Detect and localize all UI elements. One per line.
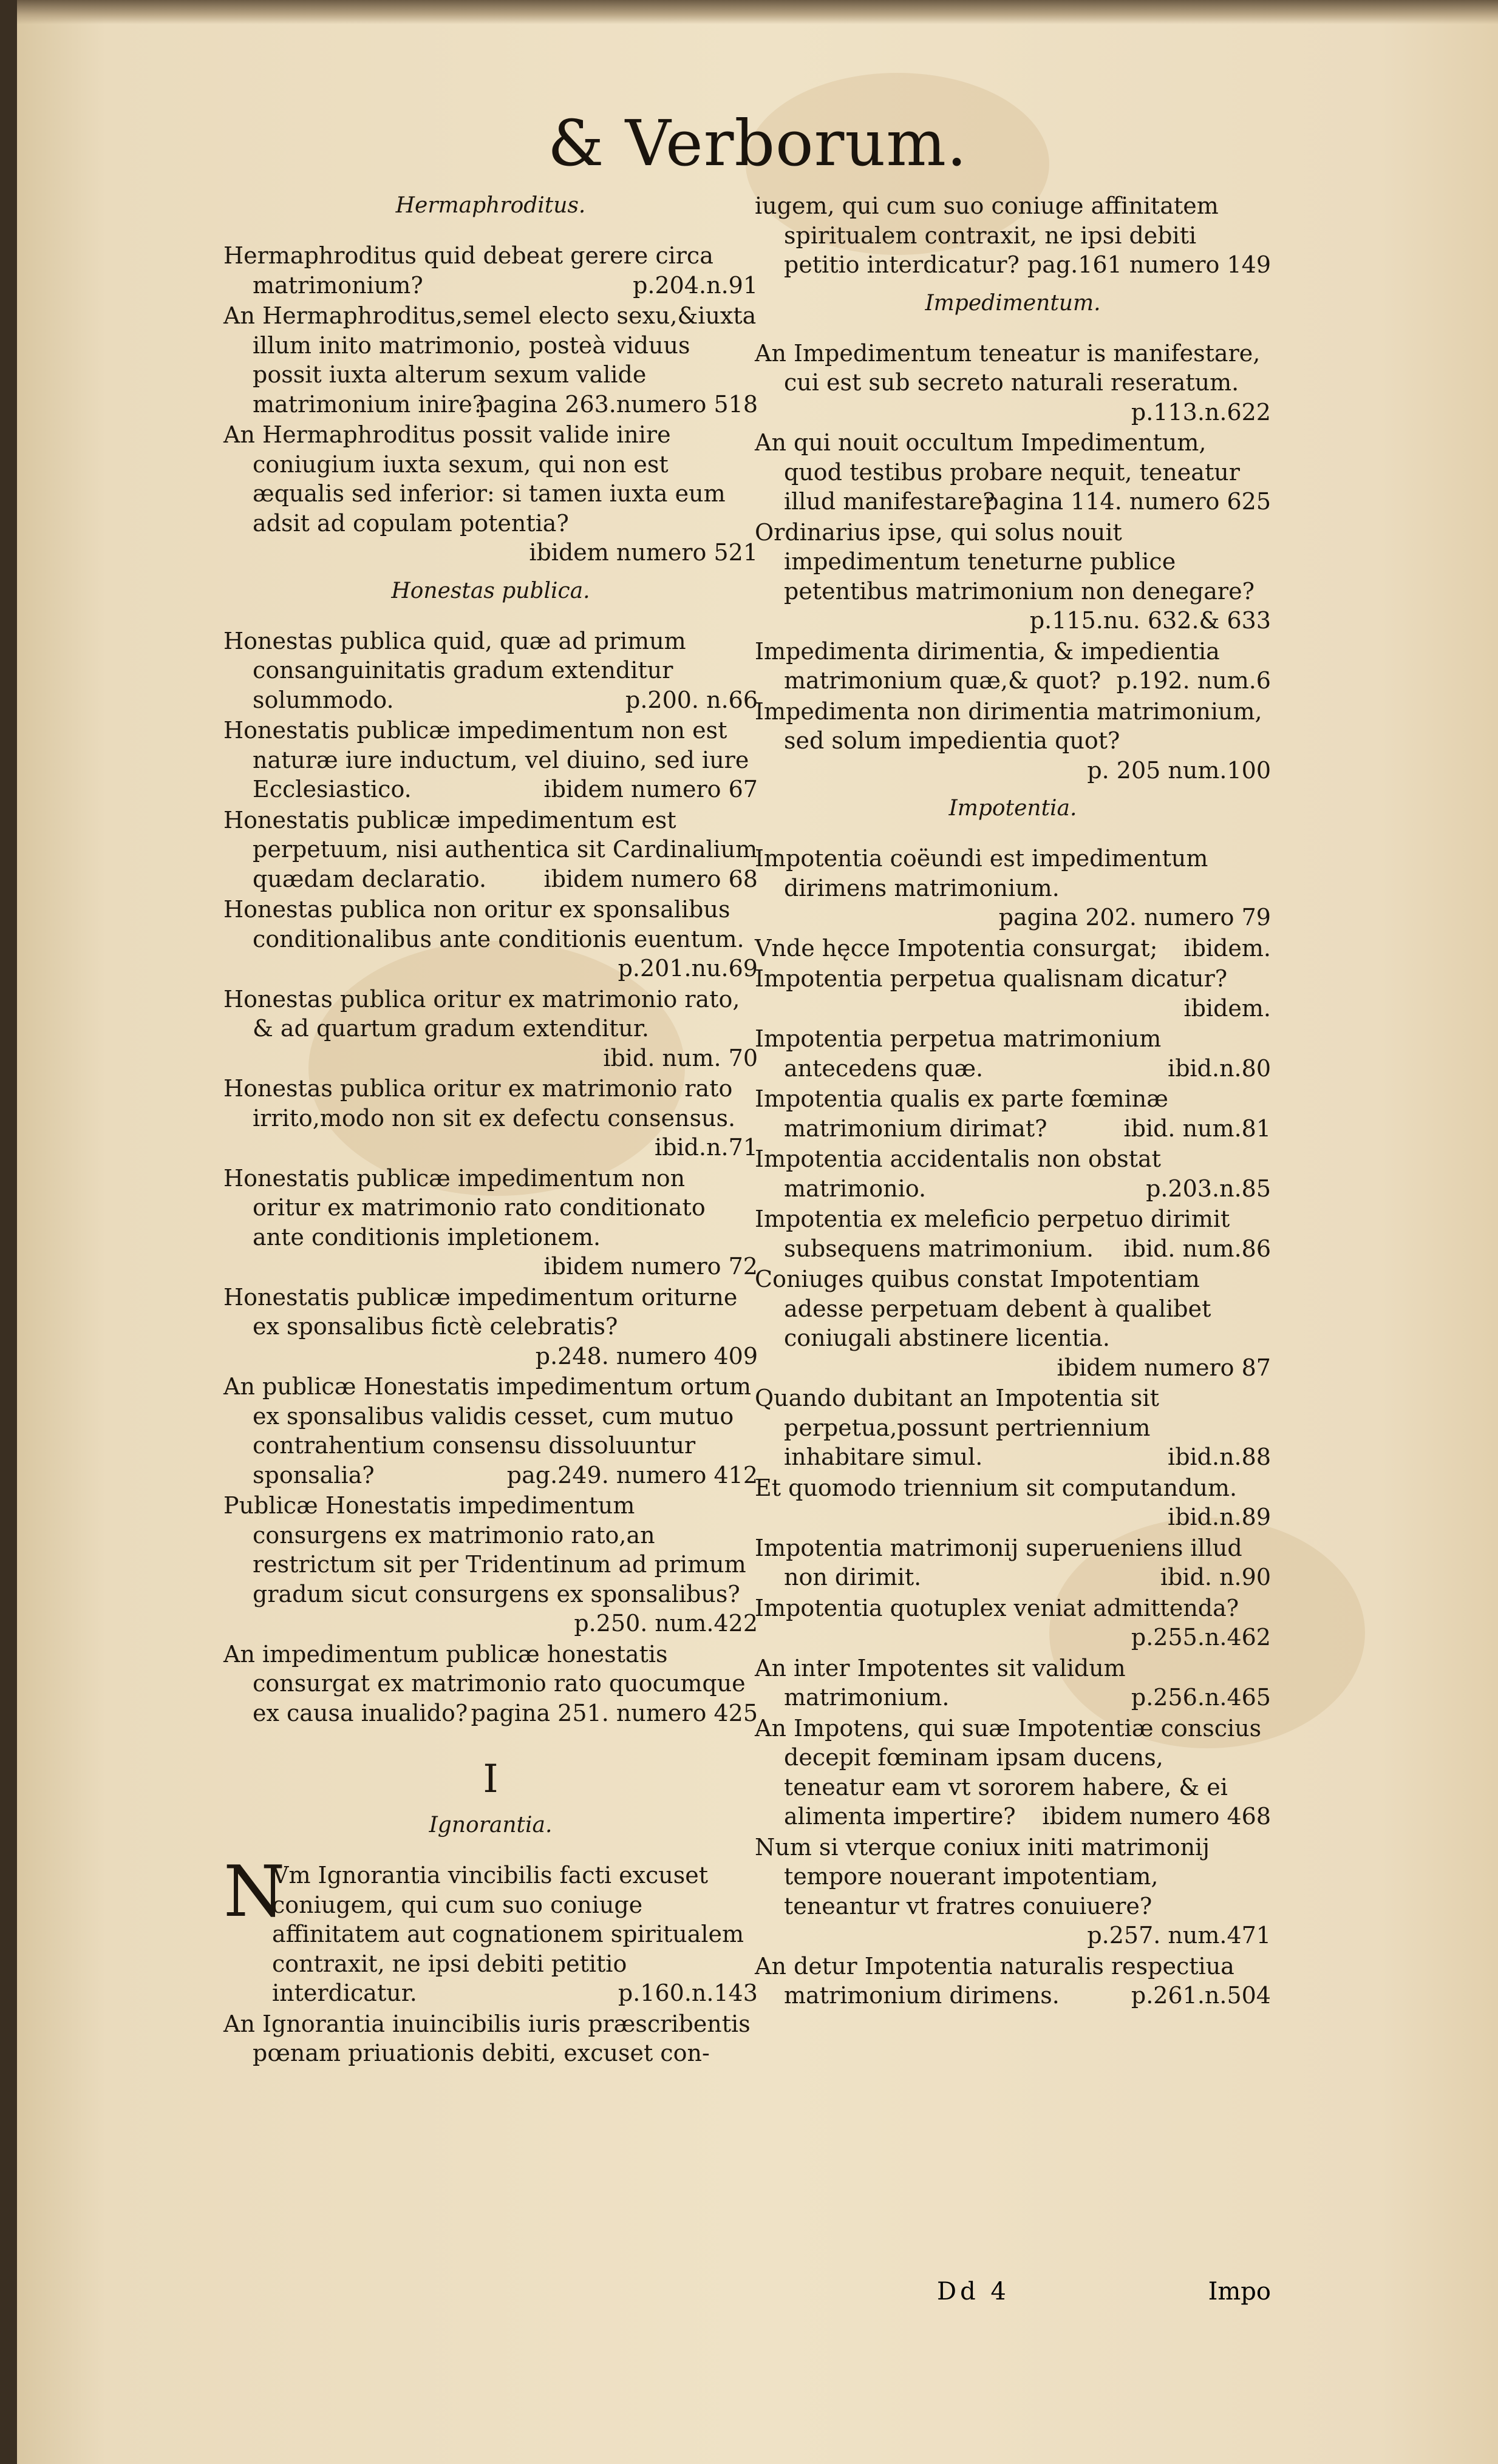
page-reference: ibid. num.86: [1123, 1235, 1271, 1262]
page-reference: ibidem numero 72: [543, 1253, 758, 1280]
drop-capital: N: [223, 1851, 285, 1933]
entry-text: Vnde hęcce Impotentia consurgat;: [755, 934, 1158, 962]
entry-text: Honestatis publicæ impedimentum non est naturæ iure inductum, vel diuino, sed iure Ecclesiastico.: [223, 717, 749, 803]
page-reference: pagina 202. numero 79: [998, 904, 1271, 931]
index-entry: [223, 241, 758, 300]
page-reference: ibidem.: [1183, 934, 1271, 962]
index-entry: [755, 1144, 1271, 1203]
page-reference: pag.249. numero 412: [506, 1461, 758, 1488]
signature-mark: Dd 4: [937, 2278, 1010, 2306]
entry-text: Honestatis publicæ impedimentum est perpetuum, nisi authentica sit Cardinalium quædam declaratio.: [223, 806, 758, 892]
page-reference: p.248. numero 409: [535, 1342, 758, 1369]
index-entry: [755, 934, 1271, 963]
entry-text: An publicæ Honestatis impedimentum ortum ex sponsalibus validis cesset, cum mutuo contrahentium consensu dissoluuntur sponsalia?: [223, 1373, 752, 1488]
page-reference: ibidem numero 468: [1042, 1803, 1271, 1830]
entry-text: An Hermaphroditus,semel electo sexu,&iuxta illum inito matrimonio, posteà viduus possit iuxta alterum sexum valide matrimonium inire?: [223, 302, 757, 418]
entry-text: Honestas publica oritur ex matrimonio rato, & ad quartum gradum extenditur.: [223, 985, 740, 1042]
entry-text: Honestatis publicæ impedimentum non oritur ex matrimonio rato conditionato ante conditionis impletionem.: [223, 1164, 706, 1251]
index-entry: [223, 301, 758, 419]
entry-text: Impotentia perpetua qualisnam dicatur?: [755, 965, 1228, 992]
page-reference: p.261.n.504: [1131, 1982, 1271, 2009]
entry-text: An detur Impotentia naturalis respectiua matrimonium dirimens.: [755, 1952, 1234, 2009]
index-entry: [223, 1372, 758, 1490]
page-reference: pag.161 numero 149: [1027, 251, 1271, 278]
entry-text: Honestas publica non oritur ex sponsalibus conditionalibus ante conditionis euentum.: [223, 896, 744, 952]
section-heading: Impedimentum.: [925, 290, 1101, 316]
section-heading: Hermaphroditus.: [395, 193, 586, 218]
index-entry: [223, 1164, 758, 1281]
entry-text: An Ignorantia inuincibilis iuris præscribentis pœnam priuationis debiti, excuset con-: [223, 2010, 751, 2066]
index-entry: [755, 964, 1271, 1023]
page-reference: ibid.n.80: [1168, 1054, 1271, 1082]
index-entry: [223, 806, 758, 894]
section-letter: I: [483, 1757, 499, 1802]
book-page: [17, 0, 1498, 2464]
page-reference: p.113.n.622: [1131, 398, 1271, 426]
entry-text: iugem, qui cum suo coniuge affinitatem spiritualem contraxit, ne ipsi debiti petitio interdicatur?: [755, 192, 1219, 278]
index-entry: [223, 626, 758, 715]
entry-text: Honestatis publicæ impedimentum oriturne ex sponsalibus fictè celebratis?: [223, 1283, 738, 1340]
index-entry: [755, 1024, 1271, 1083]
page-reference: p.201.nu.69: [618, 955, 758, 982]
left-column: [223, 182, 758, 2069]
index-entry: [755, 1593, 1271, 1652]
index-entry: [755, 1383, 1271, 1472]
index-entry: [755, 1264, 1271, 1382]
page-reference: pagina 114. numero 625: [984, 488, 1271, 515]
page-reference: ibid. n.90: [1160, 1564, 1271, 1590]
entry-text: Impotentia quotuplex veniat admittenda?: [755, 1594, 1239, 1621]
page-reference: pagina 251. numero 425: [471, 1699, 758, 1726]
entry-text: Impotentia accidentalis non obstat matrimonio.: [755, 1145, 1161, 1202]
page-reference: ibidem.: [1183, 994, 1271, 1022]
page-reference: ibid.n.88: [1168, 1444, 1271, 1470]
page-reference: p.203.n.85: [1146, 1175, 1271, 1202]
page-reference: p.255.n.462: [1131, 1624, 1271, 1651]
index-entry: [755, 1833, 1271, 1950]
page-reference: ibid. num.81: [1123, 1115, 1271, 1142]
page-reference: ibid. num. 70: [603, 1044, 758, 1071]
index-entry: [223, 1283, 758, 1371]
entry-text: Coniuges quibus constat Impotentiam adesse perpetuam debent à qualibet coniugali abstinere licentia.: [755, 1266, 1211, 1351]
page-reference: p.204.n.91: [633, 271, 758, 299]
entry-text: Impotentia qualis ex parte fœminæ matrimonium dirimat?: [755, 1085, 1168, 1142]
index-entry: [755, 1533, 1271, 1592]
page-reference: ibidem numero 67: [543, 776, 758, 803]
page-reference: ibidem numero 521: [529, 539, 758, 566]
entry-text: An impedimentum publicæ honestatis consurgat ex matrimonio rato quocumque ex causa inualido?: [223, 1640, 746, 1726]
section-heading: Impotentia.: [948, 796, 1077, 821]
entry-text: Vm Ignorantia vincibilis facti excuset coniugem, qui cum suo coniuge affinitatem aut cognationem spiritualem contraxit, ne ipsi debiti petitio interdicatur.: [272, 1862, 744, 2006]
entry-text: Publicæ Honestatis impedimentum consurgens ex matrimonio rato,an restrictum sit per Tridentinum ad primum gradum sicut consurgens ex sponsalibus?: [223, 1492, 746, 1607]
index-entry: [223, 1640, 758, 1728]
entry-text: An qui nouit occultum Impedimentum, quod testibus probare nequit, teneatur illud manifestare?: [755, 429, 1240, 515]
index-entry: [223, 895, 758, 983]
catchword: Impo: [1208, 2278, 1271, 2306]
index-entry: [223, 1491, 758, 1638]
entry-text: Honestas publica oritur ex matrimonio rato irrito,modo non sit ex defectu consensus.: [223, 1075, 736, 1132]
index-entry: [755, 339, 1271, 427]
entry-text: Impotentia coëundi est impedimentum dirimens matrimonium.: [755, 845, 1208, 901]
index-entry: [755, 191, 1271, 280]
index-entry: [223, 1851, 758, 2008]
entry-text: Hermaphroditus quid debeat gerere circa matrimonium?: [223, 242, 713, 299]
index-entry: [755, 428, 1271, 517]
running-header: & Verborum.: [547, 106, 967, 180]
index-entry: [755, 697, 1271, 786]
page-reference: p.115.nu. 632.& 633: [1029, 607, 1271, 634]
index-entry: [223, 985, 758, 1073]
entry-text: An Impedimentum teneatur is manifestare, cui est sub secreto naturali reseratum.: [755, 339, 1261, 396]
page-reference: p.250. num.422: [574, 1610, 758, 1637]
section-heading: Ignorantia.: [429, 1813, 553, 1838]
entry-text: Honestas publica quid, quæ ad primum consanguinitatis gradum extenditur solummodo.: [223, 627, 686, 713]
index-entry: [755, 1654, 1271, 1712]
entry-text: Impotentia perpetua matrimonium antecedens quæ.: [755, 1025, 1162, 1082]
page-reference: p.160.n.143: [618, 1980, 758, 2006]
index-entry: [755, 1473, 1271, 1532]
index-entry: [755, 1084, 1271, 1143]
entry-text: Impedimenta dirimentia, & impedientia matrimonium quæ,& quot?: [755, 637, 1220, 694]
page-reference: p.256.n.465: [1131, 1684, 1271, 1711]
index-entry: [755, 1952, 1271, 2011]
page-reference: pagina 263.numero 518: [478, 390, 758, 418]
entry-text: Et quomodo triennium sit computandum.: [755, 1474, 1238, 1501]
entry-text: An inter Impotentes sit validum matrimonium.: [755, 1654, 1126, 1711]
entry-text: Num si vterque coniux initi matrimonij tempore nouerant impotentiam, teneantur vt fratres conuiuere?: [755, 1833, 1210, 1919]
page-reference: p.257. num.471: [1087, 1922, 1271, 1949]
right-column: [755, 191, 1271, 2012]
index-entry: [755, 1714, 1271, 1831]
entry-text: Quando dubitant an Impotentia sit perpetua,possunt pertriennium inhabitare simul.: [755, 1385, 1159, 1470]
page-reference: ibid.n.71: [655, 1134, 758, 1161]
entry-text: Impotentia ex meleficio perpetuo dirimit subsequens matrimonium.: [755, 1206, 1230, 1262]
page-reference: ibidem numero 68: [543, 865, 758, 892]
index-entry: [755, 1204, 1271, 1263]
index-entry: [223, 420, 758, 568]
page-reference: p.192. num.6: [1116, 667, 1271, 694]
index-entry: [223, 1074, 758, 1162]
entry-text: Impedimenta non dirimentia matrimonium, sed solum impedientia quot?: [755, 697, 1262, 754]
page-reference: ibidem numero 87: [1057, 1354, 1271, 1381]
entry-text: Impotentia matrimonij superueniens illud non dirimit.: [755, 1534, 1242, 1590]
index-entry: [223, 716, 758, 804]
page-reference: p. 205 num.100: [1087, 756, 1271, 784]
index-entry: [755, 844, 1271, 932]
section-heading: Honestas publica.: [391, 578, 590, 603]
page-reference: ibid.n.89: [1168, 1504, 1271, 1530]
page-reference: p.200. n.66: [625, 686, 758, 713]
index-entry: [755, 518, 1271, 636]
entry-text: An Hermaphroditus possit valide inire coniugium iuxta sexum, qui non est æqualis sed inferior: si tamen iuxta eum adsit ad copulam potentia?: [223, 421, 726, 537]
index-entry: [223, 2009, 758, 2068]
entry-text: An Impotens, qui suæ Impotentiæ conscius decepit fœminam ipsam ducens, teneatur eam vt sororem habere, & ei alimenta impertire?: [755, 1714, 1262, 1830]
entry-text: Ordinarius ipse, qui solus nouit impedimentum teneturne publice petentibus matrimonium non denegare?: [755, 518, 1255, 605]
index-entry: [755, 637, 1271, 696]
